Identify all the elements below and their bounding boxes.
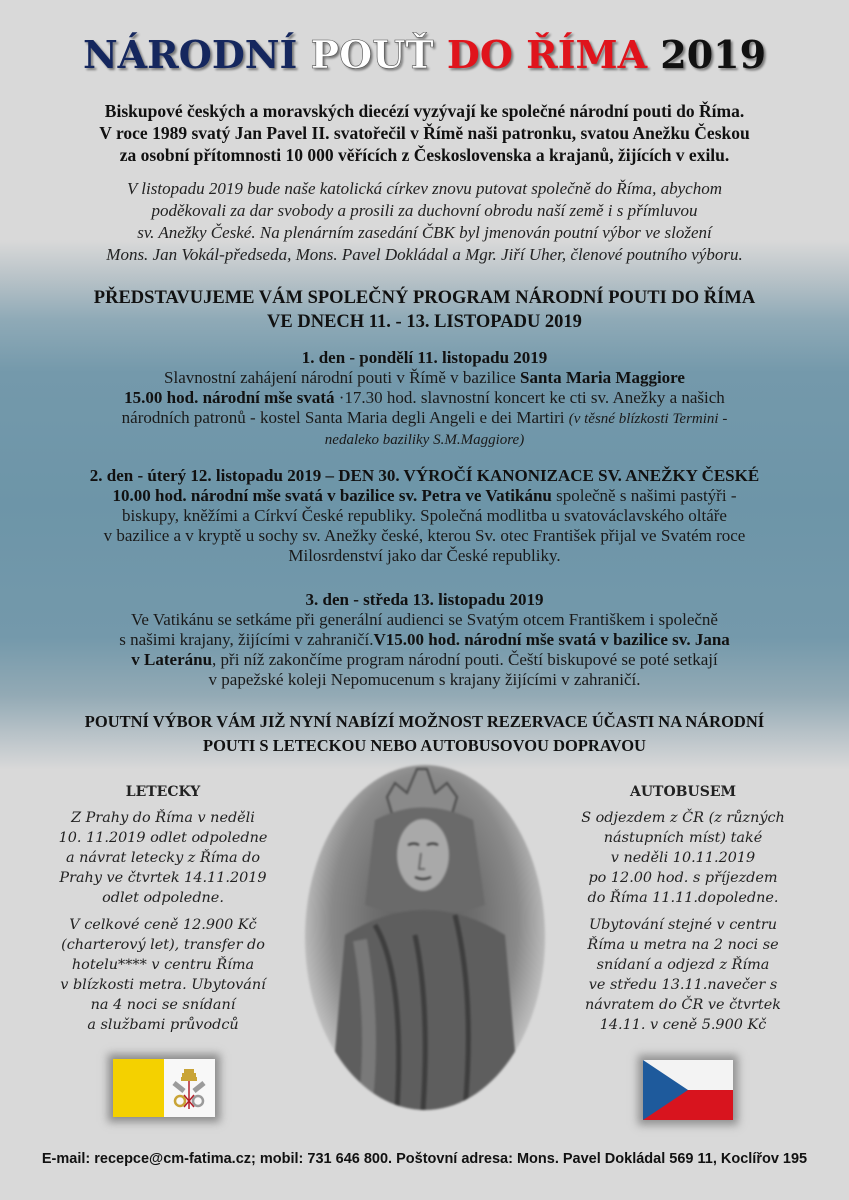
text: národních patronů - kostel Santa Maria degli Angeli e dei Martiri bbox=[121, 408, 569, 427]
text: Slavnostní zahájení národní pouti v Římě v bazilice bbox=[164, 368, 521, 387]
by-air-heading: LETECKY bbox=[125, 784, 201, 800]
day-1-line-2 bbox=[20, 388, 829, 408]
text: s našimi krajany, žijícími v zahraničí. bbox=[119, 630, 374, 649]
bold-text: 15.00 hod. národní mše svatá bbox=[124, 388, 335, 407]
day-1-section bbox=[20, 348, 829, 450]
line: 14.11. v ceně 5.900 Kč bbox=[599, 1017, 767, 1033]
intro-italic-line: poděkovali za dar svobody a prosili za duchovní obrodu naší země i s přímluvou bbox=[151, 201, 698, 220]
day-2-line-4: Milosrdenství jako dar České republiky. bbox=[288, 546, 561, 565]
flag-white-field bbox=[164, 1059, 215, 1117]
statue-of-saint-agnes-image bbox=[305, 765, 545, 1110]
italic-text: (v těsné blízkosti Termini - bbox=[568, 411, 728, 427]
line: nástupních míst) také bbox=[603, 830, 763, 846]
line: snídaní a odjezd z Říma bbox=[596, 957, 770, 973]
bold-text: Santa Maria Maggiore bbox=[520, 368, 685, 387]
line: Ubytování stejné v centru bbox=[588, 917, 778, 933]
flag-yellow-field bbox=[113, 1059, 164, 1117]
line: do Říma 11.11.dopoledne. bbox=[587, 890, 779, 906]
day-1-line-1 bbox=[20, 368, 829, 388]
by-bus-heading: AUTOBUSEM bbox=[629, 784, 736, 800]
line: po 12.00 hod. s příjezdem bbox=[588, 870, 778, 886]
papal-keys-emblem-icon bbox=[164, 1059, 215, 1117]
day-1-line-3 bbox=[20, 408, 829, 429]
intro-bold-line: V roce 1989 svatý Jan Pavel II. svatořečil v Římě naši patronku, svatou Anežku Českou bbox=[99, 123, 750, 143]
intro-italic-line: sv. Anežky České. Na plenárním zasedání ČBK byl jmenován poutní výbor ve složení bbox=[137, 223, 712, 242]
intro-italic-line: Mons. Jan Vokál-předseda, Mons. Pavel Dokládal a Mgr. Jiří Uher, členové poutního výboru. bbox=[106, 245, 743, 264]
by-air-paragraph-2 bbox=[43, 915, 283, 1035]
by-air-column bbox=[43, 782, 283, 1042]
intro-italic-line: V listopadu 2019 bude naše katolická církev znovu putovat společně do Říma, abychom bbox=[126, 179, 723, 198]
day-1-line-4 bbox=[20, 429, 829, 450]
day-2-title: 2. den - úterý 12. listopadu 2019 – DEN 30. VÝROČÍ KANONIZACE SV. ANEŽKY ČESKÉ bbox=[89, 466, 760, 485]
program-heading bbox=[10, 286, 839, 334]
text: , při níž zakončíme program národní pouti. Čeští biskupové se poté setkají bbox=[212, 650, 718, 669]
title-part-year: 2019 bbox=[660, 32, 767, 77]
czech-flag-image bbox=[643, 1060, 733, 1120]
program-heading-line: VE DNECH 11. - 13. LISTOPADU 2019 bbox=[267, 312, 582, 332]
line: 10. 11.2019 odlet odpoledne bbox=[58, 830, 268, 846]
day-3-line-1: Ve Vatikánu se setkáme při generální audienci se Svatým otcem Františkem i společně bbox=[131, 610, 718, 629]
day-2-section bbox=[20, 466, 829, 566]
line: hotelu**** v centru Říma bbox=[71, 957, 255, 973]
line: v neděli 10.11.2019 bbox=[610, 850, 756, 866]
day-3-title: 3. den - středa 13. listopadu 2019 bbox=[305, 590, 544, 609]
line: Říma u metra na 2 noci se bbox=[587, 937, 779, 953]
bold-text: v Lateránu bbox=[131, 650, 213, 669]
line: Prahy ve čtvrtek 14.11.2019 bbox=[59, 870, 267, 886]
line: S odjezdem z ČR (z různých bbox=[581, 810, 785, 826]
intro-bold-paragraph bbox=[20, 100, 829, 166]
title-part-pout: POUŤ bbox=[310, 32, 434, 77]
line: a návrat letecky z Říma do bbox=[65, 850, 261, 866]
text: společně s našimi pastýři - bbox=[551, 486, 737, 505]
line: V celkové ceně 12.900 Kč bbox=[69, 917, 257, 933]
day-3-line-4: v papežské koleji Nepomucenum s krajany žijícími v zahraničí. bbox=[208, 670, 641, 689]
line: odlet odpoledne. bbox=[102, 890, 224, 906]
day-1-title: 1. den - pondělí 11. listopadu 2019 bbox=[301, 348, 548, 367]
by-bus-paragraph-1 bbox=[573, 808, 793, 908]
day-3-line-2 bbox=[20, 630, 829, 650]
day-3-line-3 bbox=[20, 650, 829, 670]
line: a službami průvodců bbox=[87, 1017, 239, 1033]
line: Z Prahy do Říma v neděli bbox=[71, 810, 255, 826]
bold-text: 10.00 hod. národní mše svatá v bazilice sv. Petra ve Vatikánu bbox=[112, 486, 552, 505]
face-shape bbox=[397, 819, 449, 891]
contact-footer: E-mail: recepce@cm-fatima.cz; mobil: 731 646 800. Poštovní adresa: Mons. Pavel Dokládal 569 11, Koclířov 195 bbox=[41, 1151, 808, 1167]
by-bus-column bbox=[573, 782, 793, 1042]
intro-italic-paragraph bbox=[20, 178, 829, 266]
line: v blízkosti metra. Ubytování bbox=[60, 977, 266, 993]
by-bus-paragraph-2 bbox=[573, 915, 793, 1035]
intro-bold-line: Biskupové českých a moravských diecézí vyzývají ke společné národní pouti do Říma. bbox=[104, 101, 745, 121]
intro-bold-line: za osobní přítomnosti 10 000 věřících z Československa a krajanů, žijících v exilu. bbox=[119, 145, 730, 165]
statue-illustration bbox=[305, 765, 545, 1110]
text: ·17.30 hod. slavnostní koncert ke cti sv. Anežky a našich bbox=[334, 388, 725, 407]
line: na 4 noci se snídaní bbox=[90, 997, 236, 1013]
title-part-narodni: NÁRODNÍ bbox=[82, 32, 298, 77]
by-air-paragraph-1 bbox=[43, 808, 283, 908]
page-title bbox=[0, 30, 849, 80]
bold-text: V15.00 hod. národní mše svatá v bazilice sv. Jana bbox=[373, 630, 730, 649]
flag-blue-triangle bbox=[643, 1060, 688, 1120]
line: (charterový let), transfer do bbox=[61, 937, 265, 953]
vatican-flag-image bbox=[113, 1059, 215, 1117]
day-2-line-1 bbox=[20, 486, 829, 506]
reservation-heading bbox=[20, 710, 829, 758]
day-2-line-3: v bazilice a v kryptě u sochy sv. Anežky české, kterou Sv. otec František přijal ve Svatém roce bbox=[103, 526, 746, 545]
day-3-section bbox=[20, 590, 829, 690]
reservation-line: POUTI S LETECKOU NEBO AUTOBUSOVOU DOPRAVOU bbox=[203, 736, 646, 755]
italic-text: nedaleko baziliky S.M.Maggiore) bbox=[324, 432, 525, 448]
program-heading-line: PŘEDSTAVUJEME VÁM SPOLEČNÝ PROGRAM NÁRODNÍ POUTI DO ŘÍMA bbox=[93, 288, 756, 308]
day-2-line-2: biskupy, kněžími a Církví České republiky. Společná modlitba u svatováclavského oltáře bbox=[122, 506, 727, 525]
line: návratem do ČR ve čtvrtek bbox=[585, 997, 781, 1013]
line: ve středu 13.11.navečer s bbox=[588, 977, 778, 993]
reservation-line: POUTNÍ VÝBOR VÁM JIŽ NYNÍ NABÍZÍ MOŽNOST REZERVACE ÚČASTI NA NÁRODNÍ bbox=[84, 712, 765, 731]
title-part-do-rima: DO ŘÍMA bbox=[446, 32, 648, 77]
